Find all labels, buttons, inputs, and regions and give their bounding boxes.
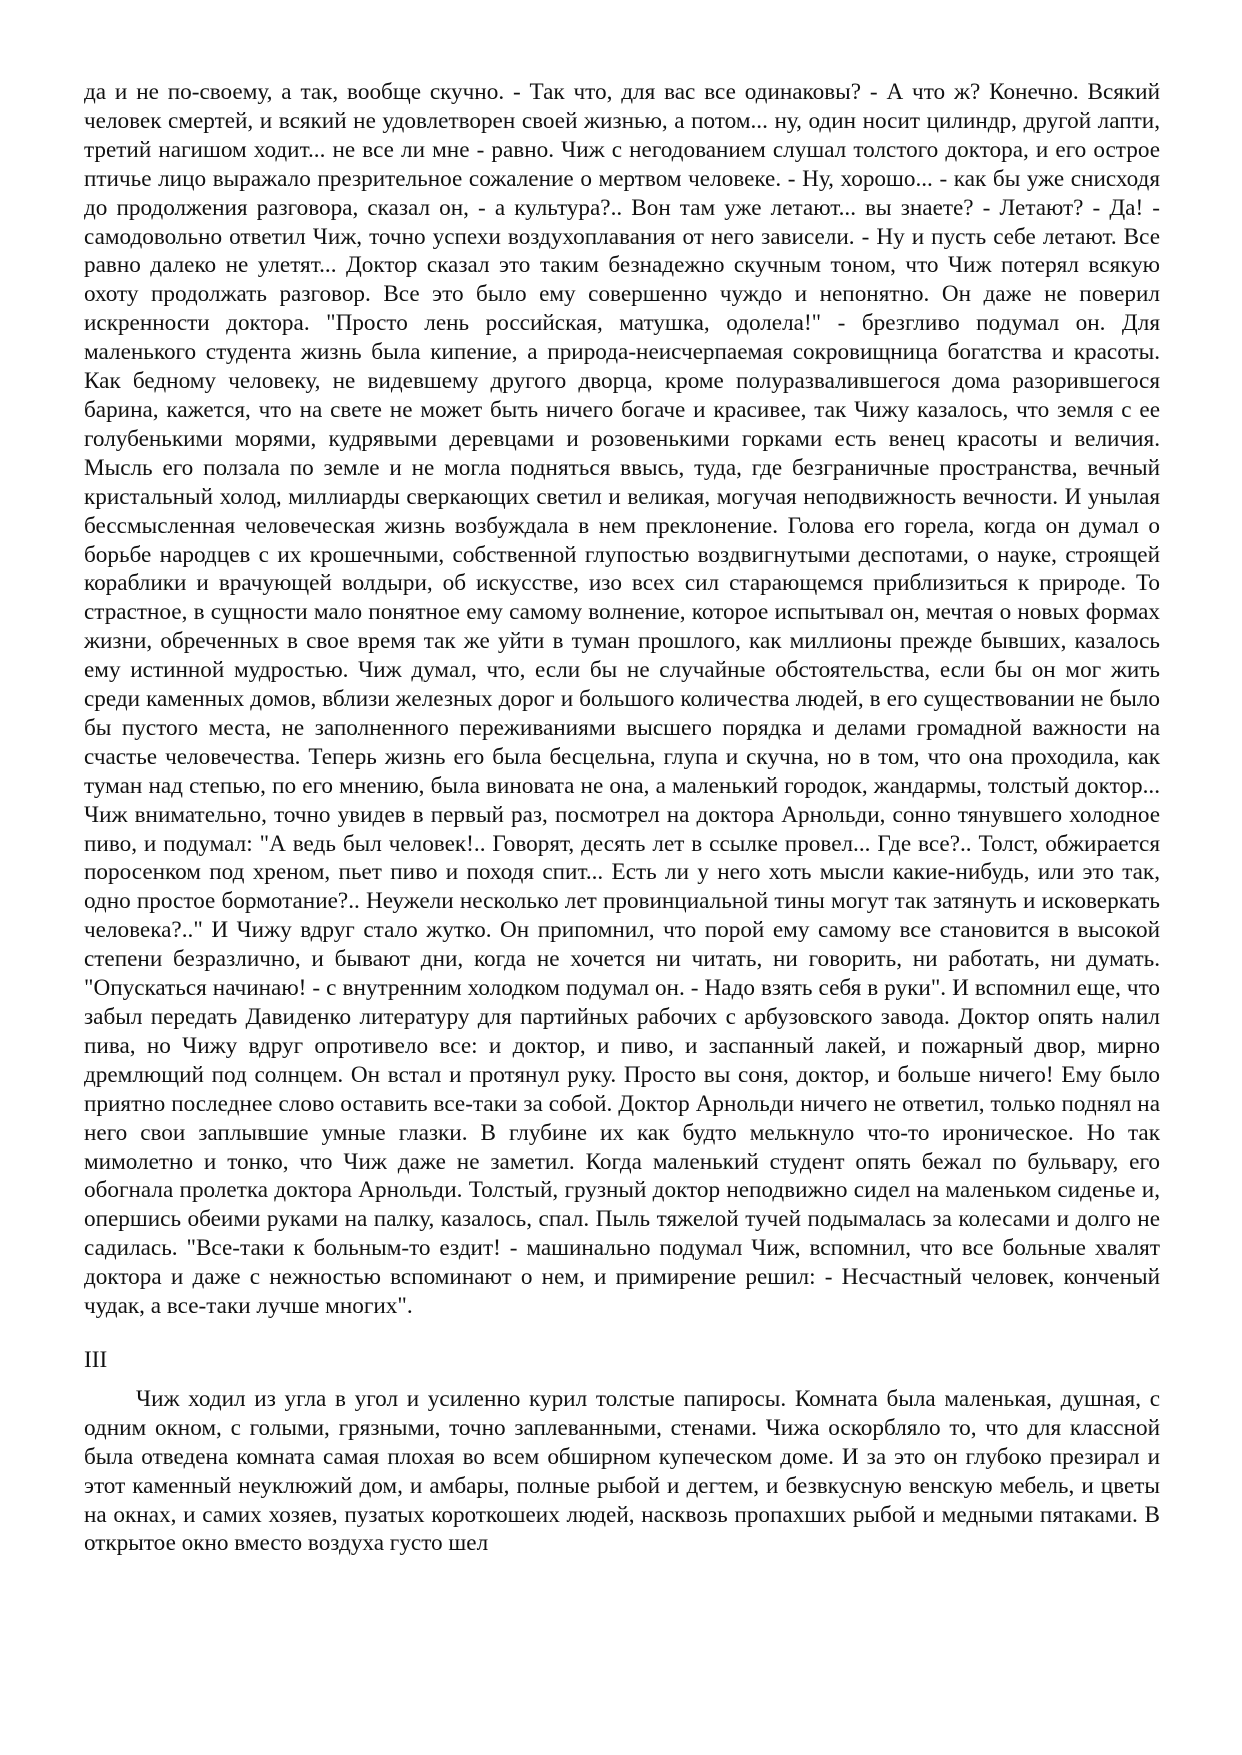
section-heading: III xyxy=(84,1346,108,1373)
section-paragraph: Чиж ходил из угла в угол и усиленно курил толстые папиросы. Комната была маленькая, душная, с одним окном, с голыми, грязными, точно заплеванными, стенами. Чижа оскорбляло то, что для классной была отведена комната самая плохая во всем обширном купеческом доме. И за это он глубоко презирал и этот каменный неуклюжий дом, и амбары, полные рыбой и дегтем, и безвкусную венскую мебель, и цветы на окнах, и самих хозяев, пузатых короткошеих людей, насквозь пропахших рыбой и медными пятаками. В открытое окно вместо воздуха густо шел xyxy=(84,1385,1160,1557)
document-page xyxy=(84,78,1160,1558)
body-paragraph: да и не по-своему, а так, вообще скучно. - Так что, для вас все одинаковы? - А что ж? Конечно. Всякий человек смертей, и всякий не удовлетворен своей жизнью, а потом... ну, один носит цилиндр, другой лапти, третий нагишом ходит... не все ли мне - равно. Чиж с негодованием слушал толстого доктора, и его острое птичье лицо выражало презрительное сожаление о мертвом человеке. - Ну, хорошо... - как бы уже снисходя до продолжения разговора, сказал он, - а культура?.. Вон там уже летают... вы знаете? - Летают? - Да! - самодовольно ответил Чиж, точно успехи воздухоплавания от него зависели. - Ну и пусть себе летают. Все равно далеко не улетят... Доктор сказал это таким безнадежно скучным тоном, что Чиж потерял всякую охоту продолжать разговор. Все это было ему совершенно чуждо и непонятно. Он даже не поверил искренности доктора. "Просто лень российская, матушка, одолела!" - брезгливо подумал он. Для маленького студента жизнь была кипение, а природа-неисчерпаемая сокровищница богатства и красоты. Как бедному человеку, не видевшему другого дворца, кроме полуразвалившегося дома разорившегося барина, кажется, что на свете не может быть ничего богаче и красивее, так Чижу казалось, что земля с ее голубенькими морями, кудрявыми деревцами и розовенькими горками есть венец красоты и величия. Мысль его ползала по земле и не могла подняться ввысь, туда, где безграничные пространства, вечный кристальный холод, миллиарды сверкающих светил и великая, могучая неподвижность вечности. И унылая бессмысленная человеческая жизнь возбуждала в нем преклонение. Голова его горела, когда он думал о борьбе народцев с их крошечными, собственной глупостью воздвигнутыми деспотами, о науке, строящей кораблики и врачующей волдыри, об искусстве, изо всех сил старающемся приблизиться к природе. То страстное, в сущности мало понятное ему самому волнение, которое испытывал он, мечтая о новых формах жизни, обреченных в свое время так же уйти в туман прошлого, как миллионы прежде бывших, казалось ему истинной мудростью. Чиж думал, что, если бы не случайные обстоятельства, если бы он мог жить среди каменных домов, вблизи железных дорог и большого количества людей, в его существовании не было бы пустого места, не заполненного переживаниями высшего порядка и делами громадной важности на счастье человечества. Теперь жизнь его была бесцельна, глупа и скучна, но в том, что она проходила, как туман над степью, по его мнению, была виновата не она, а маленький городок, жандармы, толстый доктор... Чиж внимательно, точно увидев в первый раз, посмотрел на доктора Арнольди, сонно тянувшего холодное пиво, и подумал: "А ведь был человек!.. Говорят, десять лет в ссылке провел... Где все?.. Толст, обжирается поросенком под хреном, пьет пиво и походя спит... Есть ли у него хоть мысли какие-нибудь, или это так, одно простое бормотание?.. Неужели несколько лет провинциальной тины могут так затянуть и исковеркать человека?.." И Чижу вдруг стало жутко. Он припомнил, что порой ему самому все становится в высокой степени безразлично, и бывают дни, когда не хочется ни читать, ни говорить, ни работать, ни думать. "Опускаться начинаю! - с внутренним холодком подумал он. - Надо взять себя в руки". И вспомнил еще, что забыл передать Давиденко литературу для партийных рабочих с арбузовского завода. Доктор опять налил пива, но Чижу вдруг опротивело все: и доктор, и пиво, и заспанный лакей, и пожарный двор, мирно дремлющий под солнцем. Он встал и протянул руку. Просто вы соня, доктор, и больше ничего! Ему было приятно последнее слово оставить все-таки за собой. Доктор Арнольди ничего не ответил, только поднял на него свои заплывшие умные глазки. В глубине их как будто мелькнуло что-то ироническое. Но так мимолетно и тонко, что Чиж даже не заметил. Когда маленький студент опять бежал по бульвару, его обогнала пролетка доктора Арнольди. Толстый, грузный доктор неподвижно сидел на маленьком сиденье и, опершись обеими руками на палку, казалось, спал. Пыль тяжелой тучей подымалась за колесами и долго не садилась. "Все-таки к больным-то ездит! - машинально подумал Чиж, вспомнил, что все больные хвалят доктора и даже с нежностью вспоминают о нем, и примирение решил: - Несчастный человек, конченый чудак, а все-таки лучше многих". xyxy=(84,79,1160,1320)
